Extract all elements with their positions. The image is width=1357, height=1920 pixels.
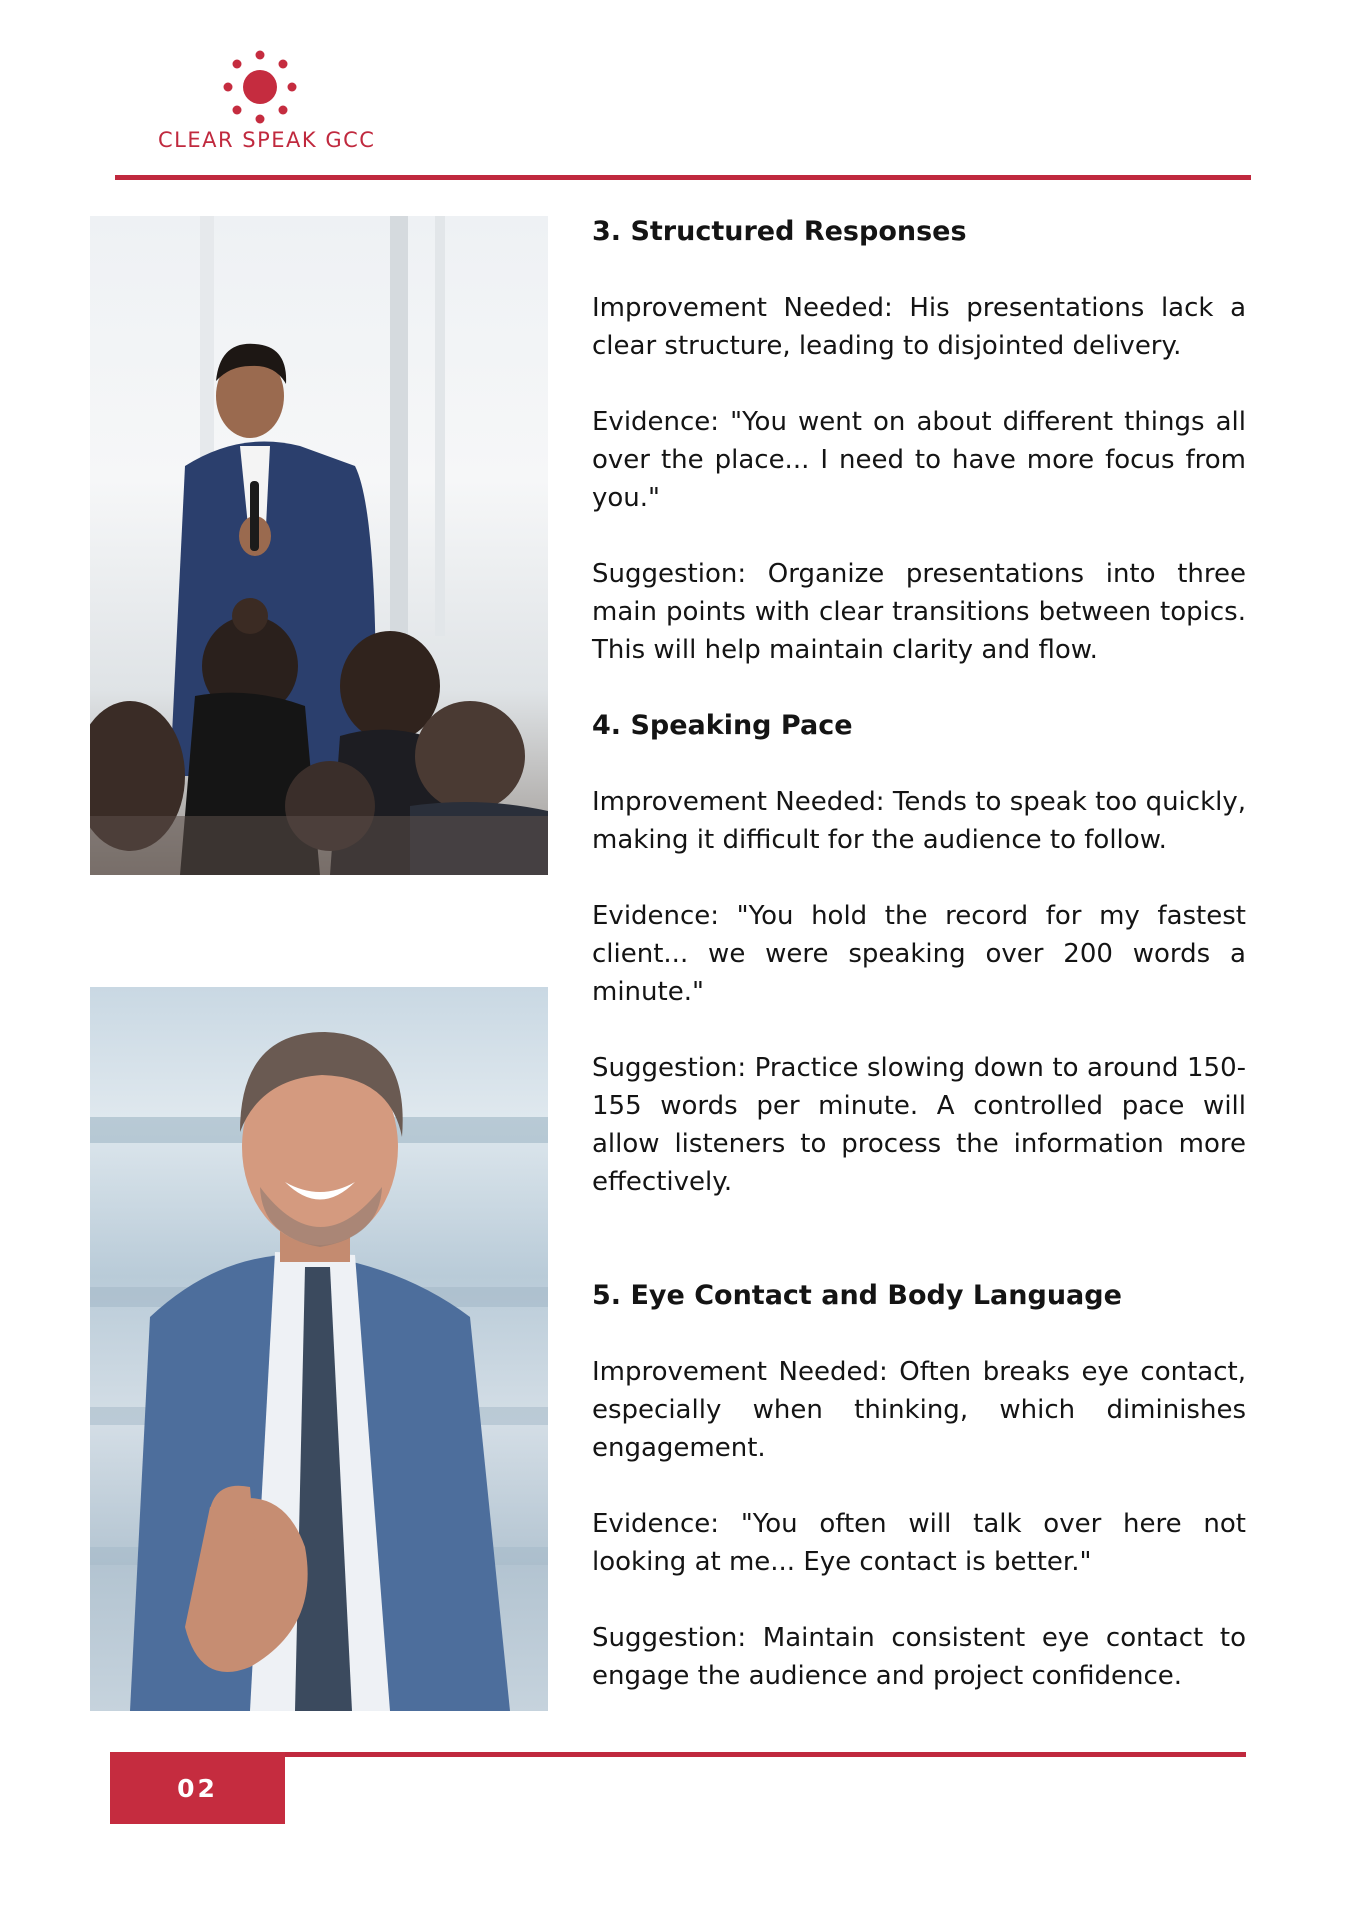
improvement-text: Improvement Needed: His presentations lack a clear structure, leading to disjointed delivery. bbox=[592, 293, 1246, 361]
suggestion-text: Suggestion: Maintain consistent eye contact to engage the audience and project confidence. bbox=[592, 1623, 1246, 1691]
speaker-with-microphone-photo bbox=[90, 216, 548, 875]
sun-icon bbox=[223, 50, 297, 124]
section-heading: 3. Structured Responses bbox=[592, 216, 967, 247]
page-number-badge: 02 bbox=[110, 1752, 285, 1824]
section-speaking-pace bbox=[592, 707, 1246, 1201]
improvement-text: Improvement Needed: Often breaks eye contact, especially when thinking, which diminishes engagement. bbox=[592, 1357, 1246, 1463]
section-eye-contact bbox=[592, 1277, 1246, 1695]
smiling-businessman-handshake-photo bbox=[90, 987, 548, 1711]
header-divider bbox=[115, 175, 1251, 180]
evidence-text: Evidence: "You went on about different things all over the place... I need to have more focus from you." bbox=[592, 407, 1246, 513]
section-heading: 4. Speaking Pace bbox=[592, 710, 853, 741]
section-spacer bbox=[592, 1239, 1246, 1277]
suggestion-text: Suggestion: Organize presentations into three main points with clear transitions between topics. This will help maintain clarity and flow. bbox=[592, 559, 1246, 665]
suggestion-text: Suggestion: Practice slowing down to around 150-155 words per minute. A controlled pace will allow listeners to process the information more effectively. bbox=[592, 1053, 1246, 1197]
improvement-text: Improvement Needed: Tends to speak too quickly, making it difficult for the audience to follow. bbox=[592, 787, 1246, 855]
footer-divider bbox=[232, 1752, 1246, 1757]
evidence-text: Evidence: "You hold the record for my fastest client... we were speaking over 200 words a minute." bbox=[592, 901, 1246, 1007]
evidence-text: Evidence: "You often will talk over here not looking at me... Eye contact is better." bbox=[592, 1509, 1246, 1577]
brand-name: CLEAR SPEAK GCC bbox=[158, 128, 376, 152]
brand-logo bbox=[150, 40, 376, 160]
feedback-content bbox=[592, 213, 1246, 1733]
section-structured-responses bbox=[592, 213, 1246, 669]
section-heading: 5. Eye Contact and Body Language bbox=[592, 1280, 1122, 1311]
